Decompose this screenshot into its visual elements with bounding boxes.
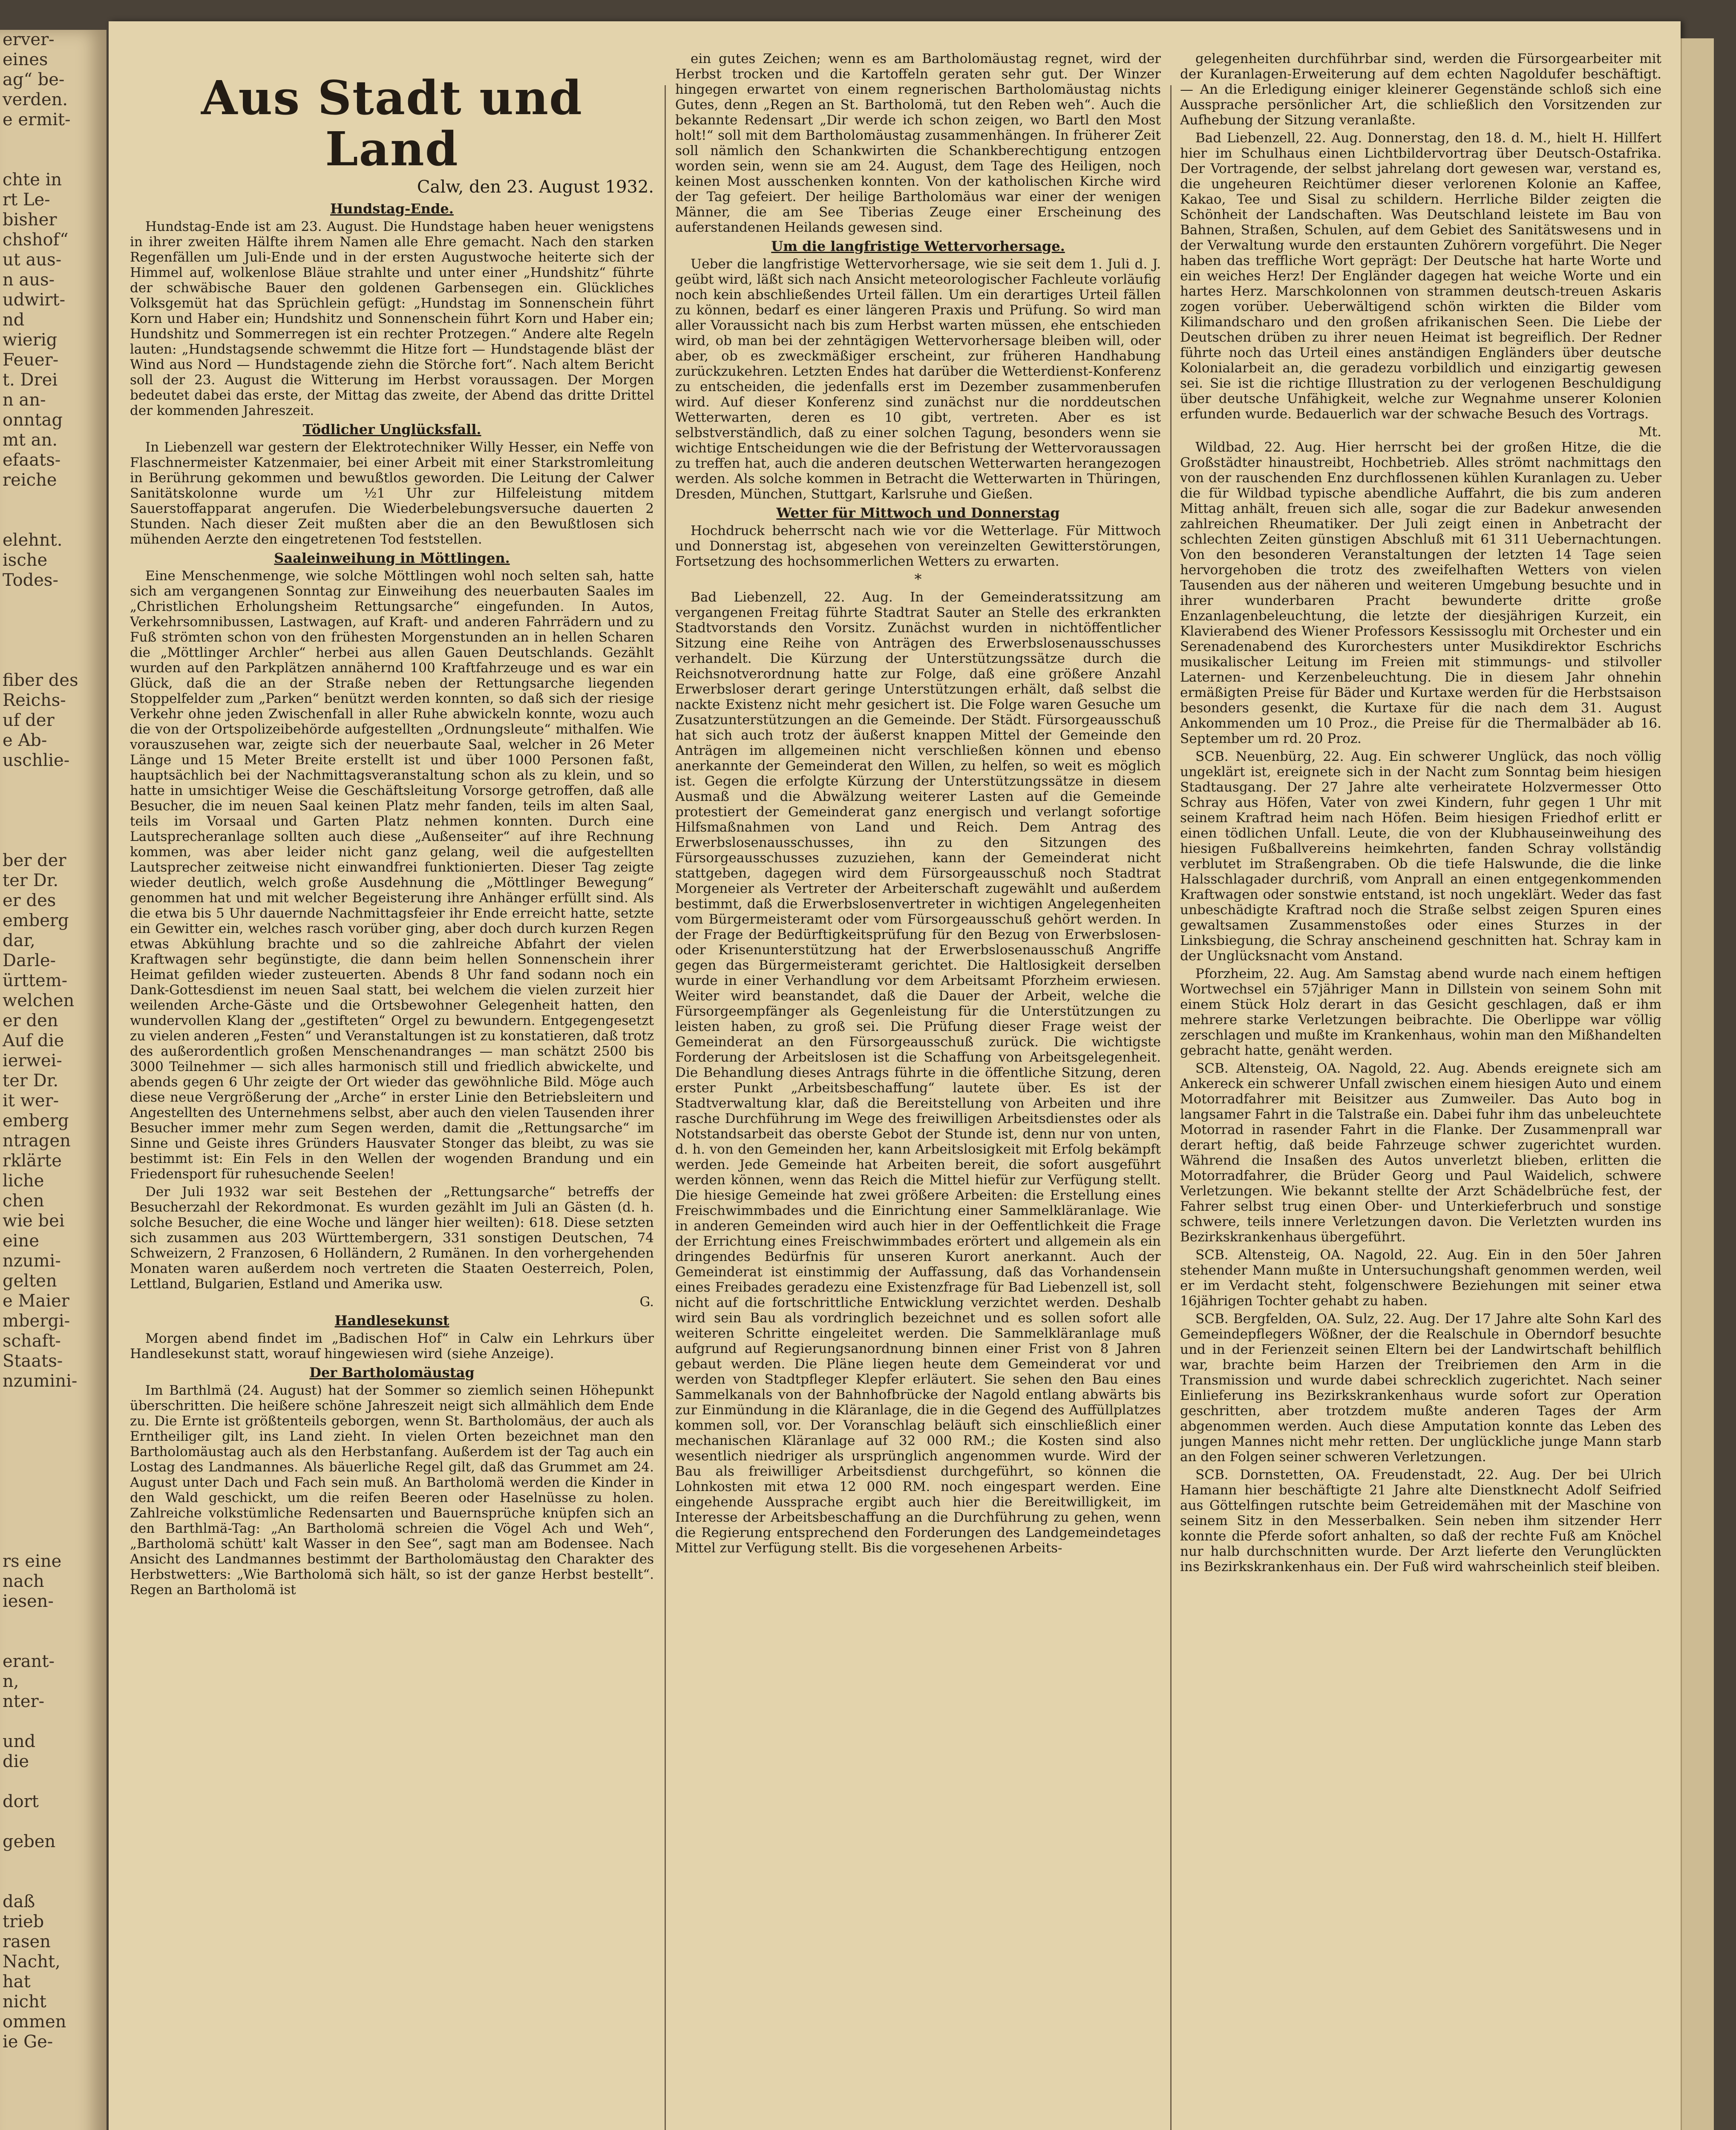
left-page-fragment-line: nd: [3, 310, 25, 330]
article-wettervorhersage: Ueber die langfristige Wettervorhersage, wie sie seit dem 1. Juli d. J. geübt wird, läßt sich nach Ansicht meteorologischer Fachleute vorläufig noch kein abschließendes Urteil fällen. Um ein derartiges Urteil fällen zu können, bedarf es einer längeren Praxis und Prüfung. So wird man aller Voraussicht nach bis zum Herbst warten müssen, ehe entschieden wird, ob man bei der zehntägigen Wettervorhersage bleiben will, oder aber, ob es zweckmäßiger erscheint, zur früheren Handhabung zurückzukehren. Letzten Endes hat darüber die Wetterdienst-Konferenz zu entscheiden, die jedenfalls erst im Dezember zusammenberufen wird. Auf dieser Konferenz sind zunächst nur die norddeutschen Wetterwarten, deren es 10 gibt, vertreten. Aber es ist selbstverständlich, daß zu einer solchen Tagung, besonders wenn sie wichtige Entscheidungen wie die der Befristung der Wettervoraussagen zu treffen hat, auch die anderen deutschen Wetterwarten herangezogen werden. Als solche kommen in Betracht die Wetterwarten in Thüringen, Dresden, München, Stuttgart, Karlsruhe und Gießen.: [675, 256, 1161, 502]
article-handlesekunst: Morgen abend findet im „Badischen Hof“ in Calw ein Lehrkurs über Handlesekunst statt, worauf hingewiesen wird (siehe Anzeige).: [130, 1331, 654, 1361]
article-bergfelden: SCB. Bergfelden, OA. Sulz, 22. Aug. Der 17 Jahre alte Sohn Karl des Gemeindepflegers Wößner, der die Realschule in Oberndorf besuchte und in der Ferienzeit seinen Eltern bei der Landwirtschaft behilflich war, brachte beim Harzen der Treibriemen den Arm in die Transmission und wurde dabei schrecklich zugerichtet. Nach seiner Einlieferung ins Bezirkskrankenhaus wurde sofort zur Operation geschritten, aber trotzdem mußte anderen Tages der Arm abgenommen werden. Auch diese Amputation konnte das Leben des jungen Mannes nicht mehr retten. Der unglückliche junge Mann starb an den Folgen seiner schweren Verletzungen.: [1180, 1311, 1661, 1465]
left-page-fragment-line: ie Ge-: [3, 2032, 53, 2052]
left-page-fragment-line: [3, 130, 107, 150]
left-page-fragment-line: nach: [3, 1572, 44, 1591]
heading-saaleinweihung: Saaleinweihung in Möttlingen.: [274, 550, 510, 566]
left-page-fragment-line: [3, 1531, 107, 1551]
left-page-fragment-line: mbergi-: [3, 1311, 70, 1331]
left-page-fragment-line: eines: [3, 50, 48, 69]
article-liebenzell-vortrag: Bad Liebenzell, 22. Aug. Donnerstag, den 18. d. M., hielt H. Hillfert hier im Schulhaus einen Lichtbildervortrag über Deutsch-Ostafrika. Der Vortragende, der selbst jahrelang dort gewesen war, verstand es, die ungeheuren Reichtümer dieser verlorenen Kolonie an Kaffee, Kakao, Tee und Sisal zu schildern. Herrliche Bilder zeigten die Schönheit der Landschaften. Was Deutschland leistete im Bau von Bahnen, Straßen, Schulen, auf dem Gebiet des Sanitätswesens und in der Verwaltung wurde den erstaunten Zuhörern vorgeführt. Die Neger haben das treffliche Wort geprägt: Der Deutsche hat harte Worte und ein weiches Herz! Der Engländer dagegen hat weiche Worte und ein hartes Herz. Marschkolonnen von strammen deutsch-treuen Askaris zogen vorüber. Ueberwältigend schön wirkten die Bilder vom Kilimandscharo und den großen afrikanischen Seen. Die Liebe der Deutschen drüben zu ihrer neuen Heimat ist begreiflich. Der Redner führte noch das Urteil eines anständigen Engländers über deutsche Kolonialarbeit an, die geradezu vorbildlich und einzigartig gewesen sei. Sie ist die richtige Illustration zu der verlogenen Beschuldigung über deutsche Unfähigkeit, welche zur Wegnahme unserer Kolonien erfunden wurde. Bedauerlich war der schwache Besuch des Vortrags.: [1180, 130, 1661, 422]
left-page-fragment-line: [3, 150, 107, 170]
left-page-fragment-line: [3, 1511, 107, 1531]
article-dornstetten: SCB. Dornstetten, OA. Freudenstadt, 22. Aug. Der bei Ulrich Hamann hier beschäftigte 21 Jahre alte Dienstknecht Adolf Seifried aus Göttelfingen rutschte beim Getreidemähen mit der Maschine von seinem Sitz in den Messerbalken. Sein neben ihm sitzender Herr konnte die Pferde sofort anhalten, so daß der rechte Fuß am Knöchel nur halb durchschnitten wurde. Der Arzt lieferte den Verunglückten ins Bezirkskrankenhaus ein. Der Fuß wird wahrscheinlich steif bleiben.: [1180, 1467, 1661, 1574]
masthead: Aus Stadt und Land: [201, 72, 583, 176]
heading-unfall: Tödlicher Unglücksfall.: [302, 421, 481, 438]
column-rule-1: [665, 85, 666, 2130]
left-page-fragment-line: [3, 1612, 107, 1632]
left-page-fragment-line: onntag: [3, 410, 63, 430]
left-page-fragment-line: [3, 831, 107, 851]
left-page-fragment-line: dar,: [3, 931, 35, 950]
left-page-fragment-line: efaats-: [3, 450, 61, 470]
next-page-edge: [1681, 38, 1714, 2130]
article-saaleinweihung: Eine Menschenmenge, wie solche Möttlingen wohl noch selten sah, hatte sich am vergangenen Sonntag zur Einweihung des neuerbauten Saales im „Christlichen Erholungsheim Rettungsarche“ eingefunden. In Autos, Verkehrsomnibussen, Lastwagen, auf Kraft- und anderen Fahrrädern und zu Fuß strömten schon von den frühesten Morgenstunden an in hellen Scharen die „Möttlinger Archler“ herbei aus allen Gauen Deutschlands. Gezählt wurden auf den Parkplätzen annähernd 100 Kraftfahrzeuge und es war ein Glück, daß die an der Straße neben der Rettungsarche liegenden Stoppelfelder zum „Parken“ benützt werden konnten, so daß sich der riesige Verkehr ohne jeden Zwischenfall in aller Ruhe abwickeln konnte, wozu auch die von der Ortspolizeibehörde aufgestellten „Ordnungsleute“ mithalfen. Wie vorauszusehen war, zeigte sich der neuerbaute Saal, welcher in 26 Meter Länge und 15 Meter Breite erstellt ist und über 1000 Personen faßt, hauptsächlich bei der Nachmittagsveranstaltung schon als zu klein, und so hatte in umsichtiger Weise die Geschäftsleitung Vorsorge getroffen, daß alle Besucher, die im neuen Saal keinen Platz mehr fanden, teils im alten Saal, teils im Vorsaal und Garten Platz nehmen konnten. Durch eine Lautsprecheranlage sollten auch diese „Außenseiter“ auf ihre Rechnung kommen, was aber leider nicht ganz gelang, weil die aufgestellten Lautsprecher zeitweise nicht einwandfrei funktionierten. Dieser Tag zeigte wieder deutlich, welch große Ausdehnung die „Möttlinger Bewegung“ genommen hat und mit welcher Begeisterung ihre Anhänger erfüllt sind. Als die etwa bis 5 Uhr dauernde Nachmittagsfeier ihr Ende erreicht hatte, setzte ein Gewitter ein, welches rasch vorüber ging, aber doch durch kurzen Regen etwas Abkühlung brachte und so die zahlreiche Abfahrt der vielen Kraftwagen sehr begünstigte, die dann beim hellen Sonnenschein ihrer Heimat gefilden wieder zusteuerten. Abends 8 Uhr fand sodann noch ein Dank-Gottesdienst im neuen Saal statt, bei welchem die vielen zurzeit hier weilenden Arche-Gäste und die Ortsbewohner Gelegenheit hatten, den wundervollen Klang der „gestifteten“ Orgel zu bewundern. Entgegengesetzt zu vielen anderen „Festen“ und Veranstaltungen ist zu konstatieren, daß trotz des außerordentlich großen Menschenandranges — man schätzt 2500 bis 3000 Teilnehmer — sich alles harmonisch still und friedlich abwickelte, und abends gegen 6 Uhr zeigte der Ort wieder das gewöhnliche Bild. Möge auch diese neue Vergrößerung der „Arche“ in erster Linie den Betriebsleitern und Angestellten des Unternehmens selbst, aber auch den vielen Tausenden ihrer Besucher immer mehr zum Segen werden, damit die „Rettungsarche“ im Sinne und Geiste ihres Gründers Hausvater Stonger das bleibt, zu was sie bestimmt ist: Ein Fels in den Wellen der wogenden Brandung und ein Friedensport für ruhesuchende Seelen!: [130, 568, 654, 1182]
left-page-fragment-line: ber der: [3, 851, 66, 870]
left-page-fragment-line: e ermit-: [3, 110, 71, 130]
left-page-fragment-line: Reichs-: [3, 691, 66, 710]
left-page-fragment-line: [3, 1852, 107, 1872]
left-page-fragment-line: n an-: [3, 390, 46, 410]
left-page-fragment-line: Darle-: [3, 951, 56, 970]
article-pforzheim: Pforzheim, 22. Aug. Am Samstag abend wurde nach einem heftigen Wortwechsel ein 57jähriger Mann in Dillstein von seinem Sohn mit einem Stück Holz derart in das Gesicht geschlagen, daß er ihm mehrere starke Verletzungen beibrachte. Die Oberlippe war völlig zerschlagen und mußte im Krankenhaus, wohin man den Mißhandelten gebracht hatte, genäht werden.: [1180, 966, 1661, 1058]
left-page-fragment-line: [3, 2052, 107, 2072]
article-bartholomaeustag: Im Barthlmä (24. August) hat der Sommer so ziemlich seinen Höhepunkt überschritten. Die heißere schöne Jahreszeit neigt sich allmählich dem Ende zu. Die Ernte ist größtenteils geborgen, wenn St. Bartholomäus, der auch als Erntheiliger gilt, ins Land zieht. In vielen Orten bezeichnet man den Bartholomäustag auch als den Herbstanfang. Außerdem ist der Tag auch ein Lostag des Landmannes. Als bäuerliche Regel gilt, daß das Grummet am 24. August unter Dach und Fach sein muß. An Bartholomä werden die Kinder in den Wald geschickt, um die reifen Beeren oder Haselnüsse zu holen. Zahlreiche volkstümliche Redensarten und Bauernsprüche knüpfen sich an den Barthlmä-Tag: „An Bartholomä schreien die Vögel Ach und Weh“, „Bartholomä schütt' kalt Wasser in den See“, sagt man am Bodensee. Nach Ansicht des Landmannes bestimmt der Bartholomäustag den Charakter des Herbstwetters: „Wie Bartholomä sich hält, so ist der ganze Herbst bestellt“. Regen an Bartholomä ist: [130, 1383, 654, 1598]
left-page-fragment-line: [3, 771, 107, 791]
left-page-fragment-line: ierwei-: [3, 1051, 62, 1071]
left-page-fragment-line: schaft-: [3, 1331, 61, 1351]
left-page-fragment-line: eine: [3, 1231, 39, 1251]
left-page-fragment-line: n,: [3, 1672, 19, 1691]
left-page-fragment-line: [3, 1391, 107, 1411]
article-altensteig-2: SCB. Altensteig, OA. Nagold, 22. Aug. Ein in den 50er Jahren stehender Mann mußte in Untersuchungshaft genommen werden, weil er im Verdacht steht, folgenschwere Beziehungen mit seiner etwa 16jährigen Tochter gehabt zu haben.: [1180, 1247, 1661, 1309]
left-page-fragment-line: ut aus-: [3, 250, 62, 270]
left-page-fragment-line: [3, 510, 107, 530]
left-page-fragment-line: Auf die: [3, 1031, 64, 1051]
left-page-fragment-line: die: [3, 1752, 29, 1771]
left-page-fragment-line: chte in: [3, 170, 62, 190]
newspaper-page: [109, 21, 1681, 2130]
left-page-fragment-line: [3, 630, 107, 651]
left-page-fragment-line: welchen: [3, 991, 75, 1010]
left-page-fragment-line: er den: [3, 1011, 58, 1030]
left-page-fragment-line: chshof“: [3, 230, 69, 250]
article-hundstag: Hundstag-Ende ist am 23. August. Die Hundstage haben heuer wenigstens in ihrer zweiten Hälfte ihrem Namen alle Ehre gemacht. Nach den starken Regenfällen um Juli-Ende und in der ersten Augustwoche heiterte sich der Himmel auf, wolkenlose Bläue strahlte und unter einer „Hundshitz“ führte der schwäbische Bauer den goldenen Garbensegen ein. Glückliches Volksgemüt hat das Sprüchlein gefügt: „Hundstag im Sonnenschein führt Korn und Haber ein; Hundshitz und Sonnenschein führt Korn und Haber ein; Hundshitz und Sommerregen ist ein rechter Protzegen.“ Andere alte Regeln lauten: „Hundstagsende schwemmt die Hitze fort — Hundstagende bläst der Wind aus Nord — Hundstagende ziehn die Störche fort“. Nach altem Bericht soll der 23. August die Witterung im Herbst voraussagen. Der Morgen bedeutet dabei das erste, der Mittag das zweite, der Abend das dritte Drittel der kommenden Jahreszeit.: [130, 219, 654, 418]
left-page-fragment-line: Nacht,: [3, 1952, 60, 1972]
left-page-fragment-line: [3, 1812, 107, 1832]
left-page-fragment-line: daß: [3, 1892, 35, 1911]
left-page-fragment-line: bisher: [3, 210, 57, 230]
left-page-fragment-line: [3, 2092, 107, 2112]
left-page-fragment-line: geben: [3, 1832, 56, 1851]
left-page-fragment-line: fiber des: [3, 671, 78, 690]
left-page-fragment-line: gelten: [3, 1271, 57, 1291]
left-page-fragment-line: nzumi-: [3, 1251, 61, 1271]
left-page-fragment-line: [3, 1632, 107, 1652]
left-page-fragment-line: t. Drei: [3, 370, 58, 390]
left-page-fragment-line: ommen: [3, 2012, 66, 2032]
left-page-fragment-line: [3, 490, 107, 510]
left-page-fragment-line: rasen: [3, 1932, 51, 1952]
left-page-fragment-line: Todes-: [3, 570, 58, 590]
left-page-fragment-line: und: [3, 1732, 36, 1751]
article-bartholomaeustag-cont: ein gutes Zeichen; wenn es am Bartholomäustag regnet, wird der Herbst trocken und die Kartoffeln geraten sehr gut. Der Winzer hingegen erwartet von einem regnerischen Bartholomäustag nichts Gutes, denn „Regen an St. Bartholomä, tut den Reben weh“. Auch die bekannte Redensart „Dir werde ich schon zeigen, wo Bartl den Most holt!“ soll mit dem Bartholomäustag zusammenhängen. In früherer Zeit soll nämlich den Schankwirten die Schankberechtigung entzogen worden sein, wenn sie am 24. August, dem Tage des Heiligen, noch keinen Most ausschenken konnten. Von der katholischen Kirche wird der Tag gefeiert. Der heilige Bartholomäus war einer der wenigen Männer, die am See Tiberias Zeuge einer Erscheinung des auferstandenen Heilands gewesen sind.: [675, 51, 1161, 235]
heading-wettervorhersage: Um die langfristige Wettervorhersage.: [771, 238, 1065, 254]
left-page-fragment-line: [3, 1431, 107, 1451]
column-3: [1180, 51, 1661, 2130]
article-wildbad: Wildbad, 22. Aug. Hier herrscht bei der großen Hitze, die die Großstädter hinaustreibt, Hochbetrieb. Alles strömt nachmittags den von der rauschenden Enz durchflossenen kühlen Kuranlagen zu. Ueber die für Wildbad typische abendliche Auffahrt, die bis zum anderen Mittag anhält, freuen sich alle, sogar die zur Badekur anwesenden zahlreichen Rheumatiker. Der Juli zeigt einen in Anbetracht der schlechten Zeiten günstigen Abschluß mit 61 311 Uebernachtungen. Von den besonderen Veranstaltungen der letzten 14 Tage seien hervorgehoben die trotz des zweifelhaften Wetters von vielen Tausenden aus der näheren und weiteren Umgebung besuchte und in ihrer wunderbaren Pracht bewunderte dritte große Enzanlagenbeleuchtung, die letzte der diesjährigen Kurzeit, ein Klavierabend des Wiener Professors Kessissoglu mit Orchester und ein Serenadenabend des Kurorchesters unter Musikdirektor Eschrichs musikalischer Leitung im Freien mit stimmungs- und stilvoller Laternen- und Kerzenbeleuchtung. Die in diesem Jahr ohnehin ermäßigten Preise für Bäder und Kurtaxe werden für die Herbstsaison besonders gesenkt, die Kurtaxe für die nach dem 31. August Ankommenden um 10 Proz., die Preise für die Thermalbäder ab 16. September um rd. 20 Proz.: [1180, 440, 1661, 746]
heading-bartholomaeustag: Der Bartholomäustag: [309, 1364, 475, 1381]
left-page-fragment-line: ag“ be-: [3, 70, 65, 89]
left-page-fragment-line: dort: [3, 1792, 39, 1811]
left-page-fragment-line: chen: [3, 1191, 44, 1211]
left-page-fragment-line: ter Dr.: [3, 1071, 59, 1091]
left-page-fragment-line: wierig: [3, 330, 58, 350]
heading-hundstag: Hundstag-Ende.: [330, 201, 454, 217]
article-neuenbuerg: SCB. Neuenbürg, 22. Aug. Ein schwerer Unglück, das noch völlig ungeklärt ist, ereignete sich in der Nacht zum Sonntag beim hiesigen Stadtausgang. Der 27 Jahre alte verheiratete Holzvermesser Otto Schray aus Höfen, Vater von zwei Kindern, fuhr gegen 1 Uhr mit seinem Kraftrad heim nach Höfen. Beim hiesigen Friedhof erlitt er einen tödlichen Unfall. Leute, die von der Klubhauseinweihung des hiesigen Fußballvereins heimkehrten, fanden Schray vollständig verblutet im Straßengraben. Ob die tiefe Halswunde, die die linke Halsschlagader durchriß, vom Anprall an einen entgegenkommenden Kraftwagen oder sonstwie entstand, ist noch ungeklärt. Weder das fast unbeschädigte Kraftrad noch die Straße selbst zeigen Spuren eines gewaltsamen Zusammenstoßes oder eines Sturzes in der Linksbiegung, die Schray anscheinend geschnitten hat. Schray kam in der Unglücksnacht vom Anstand.: [1180, 749, 1661, 964]
separator-star: *: [914, 571, 922, 588]
left-page-fragment-line: uschlie-: [3, 751, 70, 770]
left-page-fragment-line: trieb: [3, 1912, 44, 1931]
left-page-fragment-line: ürttem-: [3, 971, 68, 990]
article-unfall: In Liebenzell war gestern der Elektrotechniker Willy Hesser, ein Neffe von Flaschnermeister Katzenmaier, bei einer Arbeit mit einer Starkstromleitung in Berührung gekommen und bewußtlos geworden. Die Leitung der Calwer Sanitätskolonne wurde um ½1 Uhr zur Hilfeleistung mitdem Sauerstoffapparat angerufen. Die Wiederbelebungsversuche dauerten 2 Stunden. Nach dieser Zeit mußten aber die an den Bewußtlosen sich mühenden Aerzte den eingetretenen Tod feststellen.: [130, 440, 654, 547]
left-page-fragment-line: [3, 590, 107, 610]
left-page-fragment-line: rklärte: [3, 1151, 62, 1171]
left-page-fragment-line: [3, 610, 107, 630]
left-page-fragment-line: verden.: [3, 90, 68, 109]
dateline: Calw, den 23. August 1932.: [417, 177, 654, 197]
left-page-fragment-line: rs eine: [3, 1551, 62, 1571]
left-page-fragment-line: emberg: [3, 911, 69, 930]
left-page-fragment-line: erver-: [3, 30, 55, 49]
heading-wetter-mittwoch: Wetter für Mittwoch und Donnerstag: [776, 505, 1060, 521]
article-wetter-mittwoch: Hochdruck beherrscht nach wie vor die Wetterlage. Für Mittwoch und Donnerstag ist, abgesehen von vereinzelten Gewitterstörungen, Fortsetzung des hochsommerlichen Wetters zu erwarten.: [675, 523, 1161, 569]
left-page-fragment-line: [3, 1451, 107, 1471]
left-page-fragment-line: reiche: [3, 470, 57, 490]
left-page-fragment-line: iesen-: [3, 1592, 54, 1611]
article-liebenzell-cont: gelegenheiten durchführbar sind, werden die Fürsorgearbeiter mit der Kuranlagen-Erweiterung auf dem echten Nagoldufer beschäftigt. — An die Erledigung einiger kleinerer Gegenstände schloß sich eine Aussprache persönlicher Art, die schließlich den Vorsitzenden zur Aufhebung der Sitzung veranlaßte.: [1180, 51, 1661, 128]
left-page-fragment-line: mt an.: [3, 430, 58, 450]
left-page-fragment-line: elehnt.: [3, 530, 63, 550]
left-page-edge: [0, 30, 107, 2130]
left-page-fragment-line: [3, 1872, 107, 1892]
column-1: [130, 72, 654, 2130]
left-page-fragment-line: [3, 2072, 107, 2092]
left-page-fragment-line: [3, 1772, 107, 1792]
left-page-text-fragments: [0, 30, 107, 2130]
left-page-fragment-line: [3, 1471, 107, 1491]
column-2: [675, 51, 1161, 2130]
left-page-fragment-line: ter Dr.: [3, 871, 59, 890]
left-page-fragment-line: Staats-: [3, 1351, 63, 1371]
left-page-fragment-line: [3, 1411, 107, 1431]
left-page-fragment-line: rt Le-: [3, 190, 50, 210]
left-page-fragment-line: Feuer-: [3, 350, 59, 370]
article-altensteig-1: SCB. Altensteig, OA. Nagold, 22. Aug. Abends ereignete sich am Ankereck ein schwerer Unfall zwischen einem hiesigen Auto und einem Motorradfahrer mit Beisitzer aus Zumweiler. Das Auto bog in langsamer Fahrt in die Talstraße ein. Dabei fuhr ihm das unbeleuchtete Motorrad in rasender Fahrt in die Flanke. Der Zusammenprall war derart heftig, daß beide Fahrzeuge schwer zugerichtet wurden. Während die Insaßen des Autos unverletzt blieben, erlitten die Motorradfahrer, die Brüder Georg und Paul Waidelich, schwere Verletzungen. Wie bekannt stellte der Arzt Schädelbrüche fest, der Fahrer selbst trug einen Ober- und Unterkieferbruch und sonstige schwere, teils innere Verletzungen davon. Die Verletzten wurden ins Bezirkskrankenhaus übergeführt.: [1180, 1061, 1661, 1245]
left-page-fragment-line: wie bei: [3, 1211, 65, 1231]
left-page-fragment-line: ische: [3, 550, 48, 570]
left-page-fragment-line: [3, 1491, 107, 1511]
heading-handlesekunst: Handlesekunst: [334, 1313, 449, 1329]
left-page-fragment-line: [3, 2112, 107, 2130]
left-page-fragment-line: udwirt-: [3, 290, 66, 310]
left-page-fragment-line: uf der: [3, 711, 55, 730]
signature-saal: G.: [639, 1294, 654, 1310]
left-page-fragment-line: [3, 651, 107, 671]
article-liebenzell-gemeinderat: Bad Liebenzell, 22. Aug. In der Gemeinderatssitzung am vergangenen Freitag führte Stadtrat Sauter an Stelle des erkrankten Stadtvorstands den Vorsitz. Zunächst wurden in nichtöffentlicher Sitzung eine Reihe von Anträgen des Erwerbslosenausschusses verhandelt. Die Kürzung der Unterstützungssätze durch die Reichsnotverordnung hatte zur Folge, daß eine größere Anzahl Erwerbsloser derart geringe Unterstützungen erhält, daß selbst die nackte Existenz nicht mehr gesichert ist. Die Folge waren Gesuche um Zusatzunterstützungen an die Gemeinde. Der Städt. Fürsorgeausschuß hat sich auch trotz der äußerst knappen Mittel der Gemeinde den Anträgen im allgemeinen nicht verschließen können und ebenso anerkannte der Gemeinderat den Willen, zu helfen, so weit es möglich ist. Gegen die erfolgte Kürzung der Unterstützungssätze in diesem Ausmaß und die Abwälzung weiterer Lasten auf die Gemeinde protestiert der Gemeinderat ganz energisch und verlangt sofortige Hilfsmaßnahmen von Land und Reich. Dem Antrag des Erwerbslosenausschusses, ihn zu den Sitzungen des Fürsorgeausschusses zuzuziehen, kann der Gemeinderat nicht stattgeben, dagegen wird dem Fürsorgeausschuß noch Stadtrat Morgeneier als Vertreter der Arbeiterschaft zugewählt und außerdem bestimmt, daß die Erwerbslosenvertreter in wichtigen Angelegenheiten vom Bürgermeisteramt oder vom Fürsorgeausschuß gehört werden. In der Frage der Bedürftigkeitsprüfung für den Bezug von Erwerbslosen- oder Krisenunterstützung hat der Erwerbslosenausschuß Angriffe gegen das Bürgermeisteramt gerichtet. Die Haltlosigkeit derselben wurde in einer Verhandlung vor dem Arbeitsamt Pforzheim erwiesen. Weiter wird beanstandet, daß die Dauer der Arbeit, welche die Fürsorgeempfänger als Gegenleistung für die Unterstützungen zu leisten haben, zu groß sei. Die Prüfung dieser Frage weist der Gemeinderat an den Fürsorgeausschuß zurück. Die wichtigste Forderung der Arbeitslosen ist die Schaffung von Arbeitsgelegenheit. Die Behandlung dieses Antrags führte in die öffentliche Sitzung, deren erster Punkt „Arbeitsbeschaffung“ lautete über. Es ist der Stadtverwaltung klar, daß die Bereitstellung von Arbeiten und ihre rasche Durchführung im Wege des freiwilligen Arbeitsdienstes oder als Notstandsarbeit das oberste Gebot der Stunde ist, denn nur von unten, d. h. von den Gemeinden her, kann Arbeitslosigkeit mit Erfolg bekämpft werden. Jede Gemeinde hat Arbeiten bereit, die sofort ausgeführt werden können, wenn das Reich die Mittel hiefür zur Verfügung stellt. Die hiesige Gemeinde hat zwei größere Arbeiten: die Erstellung eines Freischwimmbades und die Einrichtung einer Sammelkläranlage. Wie in anderen Gemeinden wird auch hier in der Oeffentlichkeit die Frage der Errichtung eines Freischwimmbades erörtert und allgemein als ein dringendes Bedürfnis für unseren Kurort anerkannt. Auch der Gemeinderat ist einstimmig der Auffassung, daß das Vorhandensein eines Freibades geradezu eine Existenzfrage für Bad Liebenzell ist, soll nicht auf die fortschrittliche Entwicklung verzichtet werden. Deshalb wird sein Bau als vordringlich bezeichnet und es sollen sofort alle weiteren Schritte eingeleitet werden. Die Sammelkläranlage muß aufgrund auf Regierungsanordnung binnen einer Frist von 8 Jahren gebaut werden. Die Pläne liegen heute dem Gemeinderat vor und werden von Stadtpfleger Klepfer erläutert. Sie sehen den Bau eines Sammelkanals von der Bahnhofbrücke der Nagold entlang abwärts bis zur Einmündung in die Kläranlage, die in die Gegend des Auffüllplatzes kommen soll, vor. Der Voranschlag beläuft sich einschließlich einer mechanischen Kläranlage auf 32 000 RM.; die Kosten sind also wesentlich niedriger als ursprünglich angenommen wurde. Wird der Bau als freiwilliger Arbeitsdienst durchgeführt, so können die Lohnkosten mit etwa 12 000 RM. noch eingespart werden. Eine eingehende Aussprache ergibt auch hier die Bereitwilligkeit, im Interesse der Arbeitsbeschaffung an die Durchführung zu gehen, wenn die Regierung entsprechend den Forderungen des Landgemeindetages Mittel zur Verfügung stellt. Bis die vorgesehenen Arbeits-: [675, 590, 1161, 1556]
left-page-fragment-line: ntragen: [3, 1131, 71, 1151]
left-page-fragment-line: e Maier: [3, 1291, 69, 1311]
left-page-fragment-line: liche: [3, 1171, 44, 1191]
column-rule-2: [1170, 85, 1172, 2130]
left-page-fragment-line: e Ab-: [3, 731, 47, 750]
left-page-fragment-line: [3, 811, 107, 831]
left-page-fragment-line: [3, 791, 107, 811]
left-page-fragment-line: hat: [3, 1972, 31, 1992]
signature-liebenzell: Mt.: [1638, 424, 1661, 440]
left-page-fragment-line: erant-: [3, 1652, 55, 1671]
left-page-fragment-line: [3, 1712, 107, 1732]
left-page-fragment-line: n aus-: [3, 270, 55, 290]
left-page-fragment-line: emberg: [3, 1111, 69, 1131]
article-saaleinweihung-2: Der Juli 1932 war seit Bestehen der „Rettungsarche“ betreffs der Besucherzahl der Rekordmonat. Es wurden gezählt im Juli an Gästen (d. h. solche Besucher, die eine Woche und länger hier weilten): 618. Diese setzten sich zusammen aus 203 Württembergern, 331 sonstigen Deutschen, 74 Schweizern, 2 Franzosen, 6 Holländern, 2 Rumänen. In den vorhergehenden Monaten waren außerdem noch vertreten die Staaten Oesterreich, Polen, Lettland, Bulgarien, Estland und Amerika usw.: [130, 1184, 654, 1292]
left-page-fragment-line: nzumini-: [3, 1371, 78, 1391]
left-page-fragment-line: it wer-: [3, 1091, 59, 1111]
left-page-fragment-line: nicht: [3, 1992, 46, 2012]
left-page-fragment-line: nter-: [3, 1692, 45, 1711]
left-page-fragment-line: er des: [3, 891, 56, 910]
